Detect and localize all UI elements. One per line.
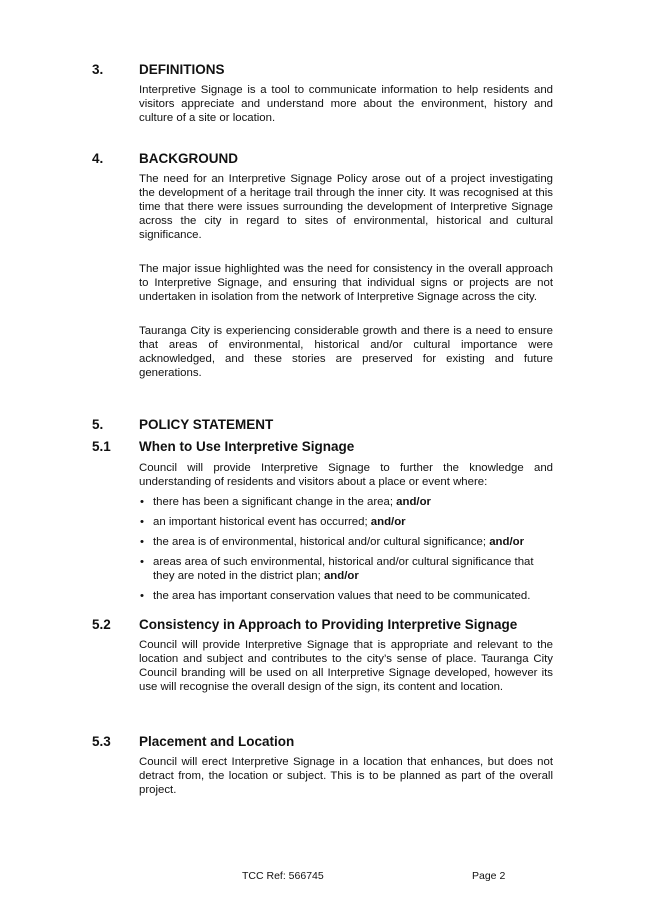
list-item-text: the area has important conservation values that need to be communicated. bbox=[153, 590, 531, 602]
list-item bbox=[139, 515, 553, 529]
consistency-paragraph: Council will provide Interpretive Signage that is appropriate and relevant to the location and subject and contributes to the city’s sense of place. Tauranga City Council branding will be used on all Interpretive Signage developed, however its use will recognise the overall design of the sign, its content and location. bbox=[139, 639, 553, 693]
subsection-number: 5.3 bbox=[92, 734, 111, 749]
list-item-text: the area is of environmental, historical and/or cultural significance; bbox=[153, 536, 490, 548]
section-number: 3. bbox=[92, 62, 104, 77]
list-item bbox=[139, 589, 553, 603]
list-item-suffix: and/or bbox=[489, 536, 525, 548]
list-item bbox=[139, 535, 553, 549]
section-number: 5. bbox=[92, 417, 104, 432]
page-number: Page 2 bbox=[472, 870, 506, 882]
bullet-icon: • bbox=[140, 496, 144, 508]
bullet-icon: • bbox=[140, 556, 144, 568]
bullet-icon: • bbox=[140, 590, 144, 602]
subsection-title: Placement and Location bbox=[139, 734, 295, 749]
section-heading bbox=[0, 60, 645, 80]
subsection-number: 5.1 bbox=[92, 439, 111, 454]
definitions-paragraph: Interpretive Signage is a tool to communicate information to help residents and visitors appreciate and understand more about the environment, history and culture of a site or location. bbox=[139, 84, 553, 124]
section-heading bbox=[0, 149, 645, 169]
list-item-text: an important historical event has occurred; bbox=[153, 516, 371, 528]
section-title: BACKGROUND bbox=[139, 151, 238, 166]
list-item-text: areas area of such environmental, historical and/or cultural significance that they are noted in the district plan; bbox=[153, 556, 534, 582]
list-item-suffix: and/or bbox=[370, 516, 406, 528]
section-consistency bbox=[0, 615, 645, 694]
bullet-icon: • bbox=[140, 516, 144, 528]
subsection-number: 5.2 bbox=[92, 617, 111, 632]
subsection-title: When to Use Interpretive Signage bbox=[139, 439, 355, 454]
section-placement bbox=[0, 732, 645, 797]
section-number: 4. bbox=[92, 151, 104, 166]
list-item bbox=[139, 495, 553, 509]
section-title: POLICY STATEMENT bbox=[139, 417, 274, 432]
subsection-heading bbox=[0, 437, 645, 457]
list-item-suffix: and/or bbox=[323, 570, 359, 582]
background-paragraph-1: The need for an Interpretive Signage Policy arose out of a project investigating the development of a heritage trail through the inner city. It was recognised at this time that there were issues surrounding the development of Interpretive Signage across the city in regard to sites of environmental, historical and cultural significance. bbox=[139, 173, 553, 241]
subsection-heading bbox=[0, 732, 645, 752]
placement-paragraph: Council will erect Interpretive Signage in a location that enhances, but does not detract from, the location or subject. This is to be planned as part of the overall project. bbox=[139, 756, 553, 796]
document-reference: TCC Ref: 566745 bbox=[242, 870, 324, 882]
bullet-icon: • bbox=[140, 536, 144, 548]
section-background bbox=[0, 149, 645, 380]
subsection-title: Consistency in Approach to Providing Interpretive Signage bbox=[139, 617, 518, 632]
subsection-heading bbox=[0, 615, 645, 635]
when-intro-paragraph: Council will provide Interpretive Signage to further the knowledge and understanding of residents and visitors about a place or event where: bbox=[139, 462, 553, 488]
criteria-list bbox=[139, 495, 553, 603]
section-definitions bbox=[0, 60, 645, 125]
section-policy-statement bbox=[0, 415, 645, 435]
background-paragraph-3: Tauranga City is experiencing considerable growth and there is a need to ensure that areas of environmental, historical and/or cultural importance were acknowledged, and these stories are preserved for existing and future generations. bbox=[139, 325, 553, 379]
section-title: DEFINITIONS bbox=[139, 62, 225, 77]
background-paragraph-2: The major issue highlighted was the need for consistency in the overall approach to Interpretive Signage, and ensuring that individual signs or projects are not undertaken in isolation from the network of Interpretive Signage across the city. bbox=[139, 263, 553, 303]
section-when-to-use bbox=[0, 437, 645, 609]
list-item-suffix: and/or bbox=[396, 496, 431, 508]
list-item bbox=[139, 555, 553, 583]
list-item-text: there has been a significant change in the area; bbox=[153, 496, 397, 508]
section-heading bbox=[0, 415, 645, 435]
